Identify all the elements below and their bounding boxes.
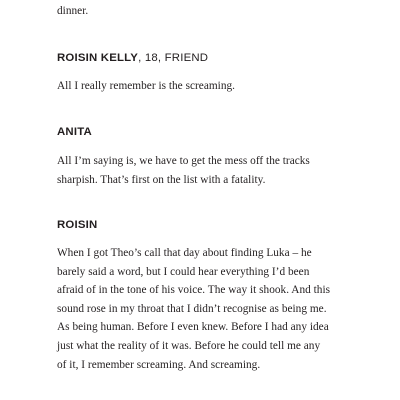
paragraph bbox=[57, 244, 349, 374]
paragraph-line: All I really remember is the screaming. bbox=[57, 80, 236, 92]
paragraph-line: sound rose in my throat that I didn’t recognise as being me. bbox=[57, 302, 327, 315]
speaker-name: ROISIN bbox=[57, 219, 98, 231]
paragraph-continued: dinner. bbox=[57, 5, 89, 17]
paragraph-line: When I got Theo’s call that day about finding Luka – he bbox=[57, 247, 312, 259]
speaker-heading bbox=[57, 51, 208, 65]
speaker-name: ANITA bbox=[57, 126, 92, 138]
speaker-heading bbox=[57, 125, 92, 139]
paragraph-line: sharpish. That’s first on the list with a fatality. bbox=[57, 173, 266, 186]
paragraph-line: All I’m saying is, we have to get the mess off the tracks bbox=[57, 155, 310, 167]
paragraph-line: As being human. Before I even knew. Before I had any idea bbox=[57, 321, 329, 334]
paragraph bbox=[57, 152, 357, 189]
speaker-heading bbox=[57, 218, 97, 232]
paragraph-line: of it, I remember screaming. And screaming. bbox=[57, 358, 261, 371]
paragraph-line: barely said a word, but I could hear everything I’d been bbox=[57, 265, 310, 278]
speaker-descriptor: , 18, FRIEND bbox=[138, 52, 209, 64]
speaker-name: ROISIN KELLY bbox=[57, 52, 139, 64]
paragraph-line: afraid of in the tone of his voice. The way it shook. And this bbox=[57, 284, 331, 297]
paragraph bbox=[57, 77, 235, 96]
paragraph-line: just what the reality of it was. Before he could tell me any bbox=[57, 339, 321, 352]
